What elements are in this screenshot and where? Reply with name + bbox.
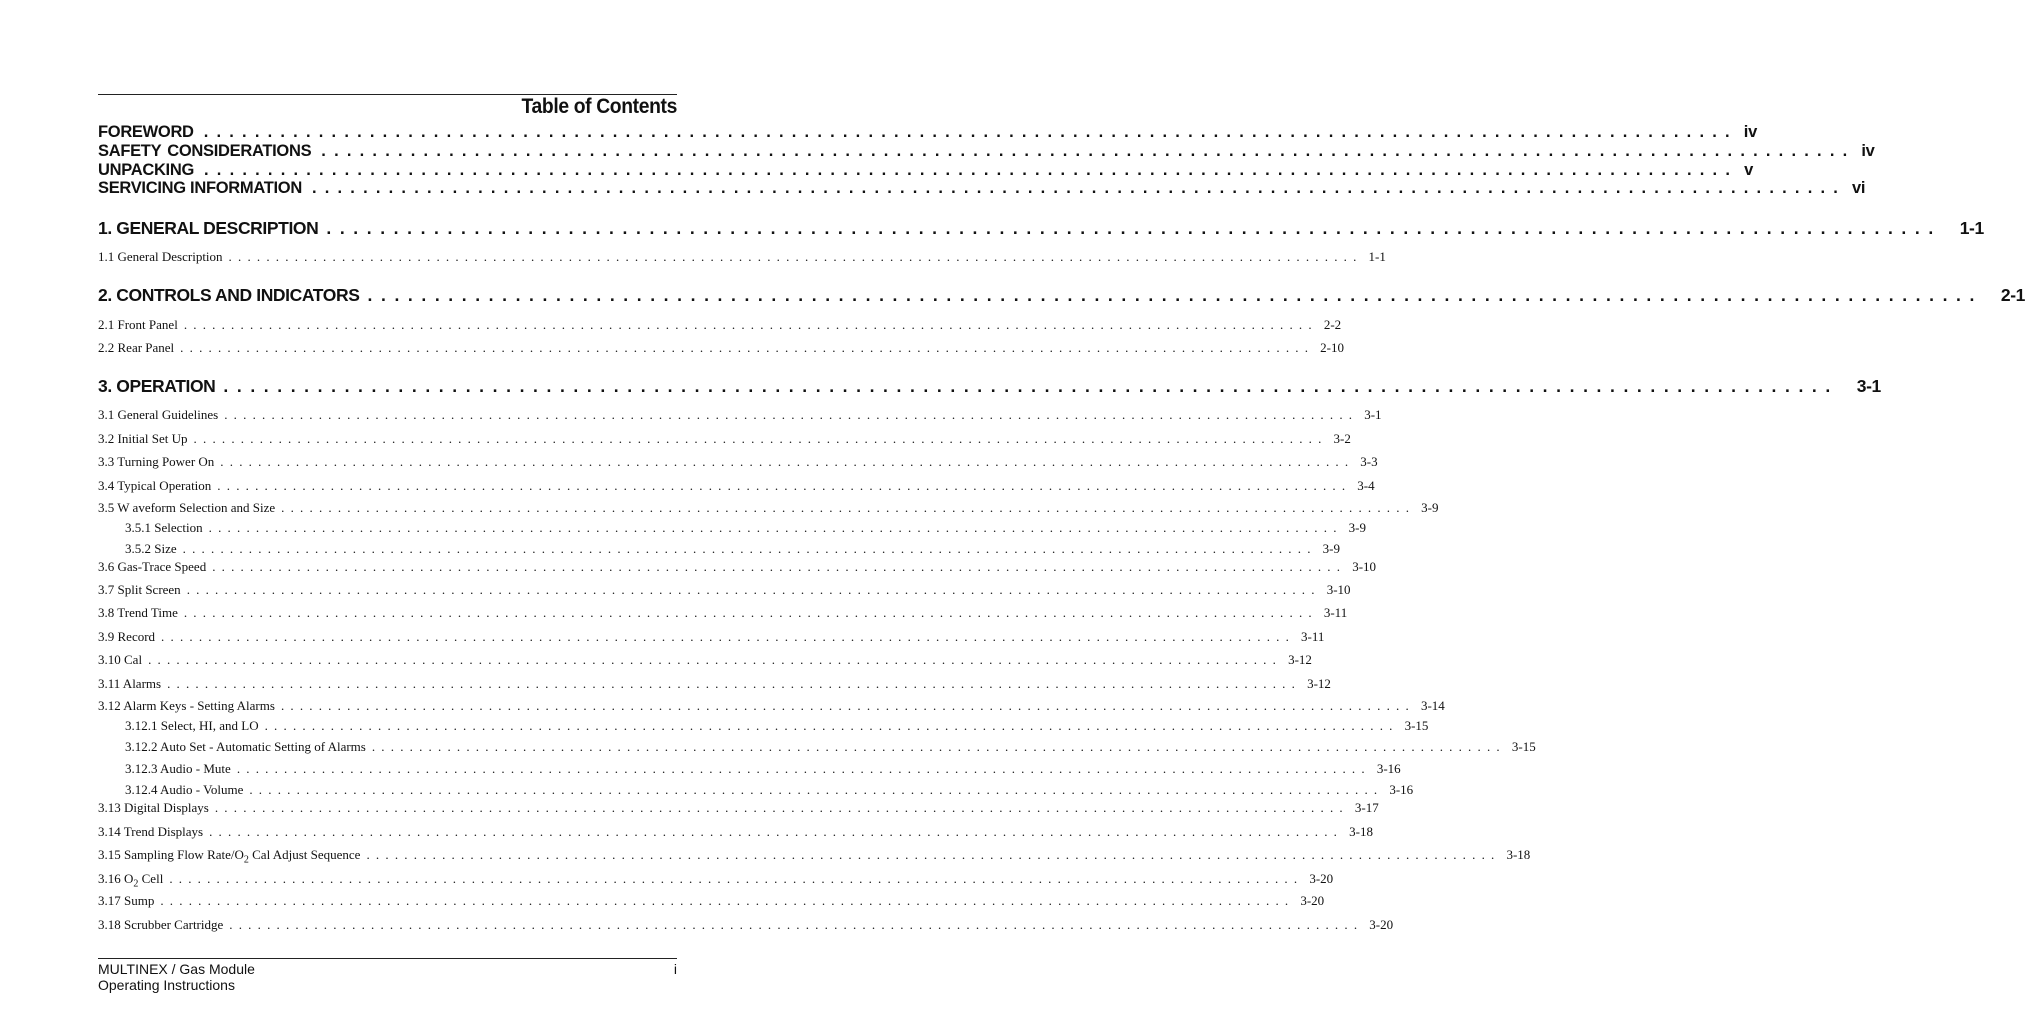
dot-leader: ........................................................................................................................	[209, 824, 1344, 839]
footer-document-subtitle: Operating Instructions	[98, 977, 235, 993]
toc-entry-label: 3.6 Gas-Trace Speed	[98, 559, 207, 574]
toc-entry[interactable]	[98, 847, 1531, 869]
toc-entry-label: UNPACKING	[98, 161, 194, 179]
toc-entry[interactable]	[98, 652, 1312, 668]
toc-entry-label: 3.9 Record	[98, 629, 156, 644]
dot-leader: ........................................................................................................................	[186, 582, 1321, 597]
dot-leader: ........................................................................................................................	[183, 317, 1318, 332]
toc-entry-page: 3-9	[1421, 500, 1439, 515]
dot-leader: ........................................................................................................................	[280, 698, 1415, 713]
toc-entry[interactable]	[98, 800, 1379, 816]
dot-leader: ........................................................................................................................	[167, 676, 1302, 691]
toc-entry-label: 3.14 Trend Displays	[98, 824, 204, 839]
dot-leader: ........................................................................................................................	[367, 285, 1983, 305]
toc-entry-page: 3-18	[1506, 847, 1531, 862]
toc-entry[interactable]	[98, 782, 1414, 798]
dot-leader: ........................................................................................................................	[169, 871, 1304, 886]
toc-entry-label: 3.1 General Guidelines	[98, 407, 219, 422]
toc-entry[interactable]	[98, 739, 1536, 755]
toc-section-page: 2-1	[2000, 285, 2025, 305]
toc-entry-label: 3.15 Sampling Flow Rate/$O_2$ Cal Adjust Sequence	[98, 847, 361, 866]
toc-entry-page: 3-20	[1300, 893, 1325, 908]
toc-entry-label: 2.2 Rear Panel	[98, 340, 175, 355]
toc-entry[interactable]	[98, 718, 1429, 734]
toc-entry-label: 3.2 Initial Set Up	[98, 431, 188, 446]
toc-entry-label: 1.1 General Description	[98, 249, 223, 264]
toc-entry-unpacking[interactable]	[98, 161, 1753, 180]
toc-entry-page: 3-11	[1323, 605, 1348, 620]
toc-entry[interactable]	[98, 871, 1334, 893]
toc-entry[interactable]	[98, 676, 1331, 692]
toc-section-3[interactable]	[98, 375, 1881, 397]
dot-leader: ........................................................................................................................	[208, 520, 1343, 535]
toc-entry[interactable]	[98, 520, 1366, 536]
toc-entry[interactable]	[98, 559, 1377, 575]
toc-entry-page: 1-1	[1368, 249, 1386, 264]
toc-entry[interactable]	[98, 340, 1345, 356]
toc-entry-page: 3-11	[1301, 629, 1325, 644]
dot-leader: ........................................................................................................................	[311, 179, 1847, 197]
toc-entry-servicing-information[interactable]	[98, 179, 1866, 198]
toc-entry[interactable]	[98, 500, 1439, 516]
toc-entry-label: 3.12.1 Select, HI, and LO	[125, 718, 259, 733]
dot-leader: ........................................................................................................................	[229, 917, 1364, 932]
toc-entry[interactable]	[98, 541, 1340, 557]
toc-entry-page: iv	[1861, 142, 1875, 160]
toc-section-label: 1. GENERAL DESCRIPTION	[98, 218, 319, 238]
toc-entry-page: 3-15	[1404, 718, 1429, 733]
toc-entry[interactable]	[98, 605, 1348, 621]
page-footer	[98, 961, 677, 993]
toc-entry[interactable]	[98, 249, 1386, 265]
toc-entry-label: 3.8 Trend Time	[98, 605, 178, 620]
toc-entry-label: 3.4 Typical Operation	[98, 478, 212, 493]
dot-leader: ........................................................................................................................	[193, 431, 1328, 446]
toc-entry-label: FOREWORD	[98, 123, 194, 141]
footer-document-title: MULTINEX / Gas Module	[98, 961, 255, 977]
dot-leader: ........................................................................................................................	[264, 718, 1399, 733]
toc-entry-label: 3.12 Alarm Keys - Setting Alarms	[98, 698, 275, 713]
toc-entry-page: 3-15	[1511, 739, 1536, 754]
toc-section-1[interactable]	[98, 217, 1984, 239]
page-title: Table of Contents	[521, 95, 677, 118]
toc-entry-page: 3-16	[1389, 782, 1414, 797]
toc-entry-label: 3.18 Scrubber Cartridge	[98, 917, 224, 932]
toc-entry-label: 3.5 W aveform Selection and Size	[98, 500, 276, 515]
toc-entry[interactable]	[98, 431, 1351, 447]
dot-leader: ........................................................................................................................	[161, 629, 1296, 644]
toc-entry-label: SAFETY CONSIDERATIONS	[98, 142, 312, 160]
dot-leader: ........................................................................................................................	[203, 123, 1738, 141]
dot-leader: ........................................................................................................................	[236, 761, 1371, 776]
dot-leader: ........................................................................................................................	[204, 161, 1739, 179]
toc-entry[interactable]	[98, 917, 1394, 933]
toc-entry-label: 3.16 $O_2$ Cell	[98, 871, 164, 890]
dot-leader: ........................................................................................................................	[183, 605, 1318, 620]
toc-entry-label: 3.12.3 Audio - Mute	[125, 761, 231, 776]
toc-entry-safety-considerations[interactable]	[98, 142, 1875, 161]
dot-leader: ........................................................................................................................	[366, 847, 1501, 862]
toc-entry-page: 3-12	[1288, 652, 1312, 667]
dot-leader: ........................................................................................................................	[249, 782, 1384, 797]
toc-entry[interactable]	[98, 454, 1378, 470]
dot-leader: ........................................................................................................................	[228, 249, 1363, 264]
toc-entry[interactable]	[98, 407, 1382, 423]
footer-rule	[98, 958, 677, 959]
toc-entry-page: 2-2	[1323, 317, 1342, 332]
dot-leader: ........................................................................................................................	[281, 500, 1416, 515]
toc-entry-page: 3-12	[1307, 676, 1331, 691]
toc-entry-label: SERVICING INFORMATION	[98, 179, 302, 197]
toc-entry-page: 3-9	[1322, 541, 1340, 556]
toc-entry-page: 3-2	[1333, 431, 1351, 446]
toc-entry-page: iv	[1743, 123, 1757, 141]
dot-leader: ........................................................................................................................	[212, 559, 1347, 574]
toc-entry-page: 3-4	[1357, 478, 1375, 493]
toc-section-page: 3-1	[1856, 376, 1881, 396]
dot-leader: ........................................................................................................................	[326, 218, 1942, 238]
dot-leader: ........................................................................................................................	[217, 478, 1352, 493]
dot-leader: ........................................................................................................................	[214, 800, 1349, 815]
toc-entry-foreword[interactable]	[98, 123, 1757, 142]
toc-entry-page: 3-9	[1348, 520, 1366, 535]
toc-section-label: 3. OPERATION	[98, 376, 216, 396]
dot-leader: ........................................................................................................................	[321, 142, 1856, 160]
toc-entry-label: 3.5.2 Size	[125, 541, 177, 556]
dot-leader: ........................................................................................................................	[148, 652, 1283, 667]
toc-entry-page: 3-3	[1360, 454, 1378, 469]
toc-entry-label: 3.3 Turning Power On	[98, 454, 215, 469]
toc-entry-label: 3.12.4 Audio - Volume	[125, 782, 244, 797]
toc-entry-page: 3-20	[1369, 917, 1394, 932]
toc-entry-page: 3-16	[1376, 761, 1401, 776]
toc-entry-page: 3-20	[1309, 871, 1334, 886]
toc-entry-label: 3.12.2 Auto Set - Automatic Setting of Alarms	[125, 739, 366, 754]
toc-entry[interactable]	[98, 698, 1445, 714]
toc-entry-label: 3.17 Sump	[98, 893, 155, 908]
toc-section-2[interactable]	[98, 284, 2025, 306]
toc-entry-label: 3.11 Alarms	[98, 676, 162, 691]
dot-leader: ........................................................................................................................	[180, 340, 1315, 355]
toc-entry-label: 3.13 Digital Displays	[98, 800, 209, 815]
dot-leader: ........................................................................................................................	[220, 454, 1355, 469]
toc-entry-page: 3-14	[1420, 698, 1445, 713]
dot-leader: ........................................................................................................................	[223, 376, 1839, 396]
toc-entry-page: 3-1	[1364, 407, 1382, 422]
toc-section-page: 1-1	[1959, 218, 1984, 238]
toc-entry-label: 3.7 Split Screen	[98, 582, 181, 597]
toc-entry-page: 3-17	[1354, 800, 1379, 815]
toc-entry-page: 2-10	[1320, 340, 1345, 355]
toc-entry-page: v	[1744, 161, 1753, 179]
toc-entry[interactable]	[98, 629, 1325, 645]
toc-entry-label: 3.10 Cal	[98, 652, 143, 667]
toc-entry[interactable]	[98, 582, 1351, 598]
toc-entry[interactable]	[98, 824, 1373, 840]
toc-section-label: 2. CONTROLS AND INDICATORS	[98, 285, 360, 305]
dot-leader: ........................................................................................................................	[182, 541, 1317, 556]
footer-page-number: i	[673, 961, 677, 977]
toc-entry-page: 3-10	[1352, 559, 1377, 574]
toc-entry[interactable]	[98, 317, 1342, 333]
toc-entry-page: 3-18	[1349, 824, 1373, 839]
dot-leader: ........................................................................................................................	[160, 893, 1295, 908]
toc-entry[interactable]	[98, 761, 1401, 777]
dot-leader: ........................................................................................................................	[371, 739, 1506, 754]
toc-entry-label: 3.5.1 Selection	[125, 520, 203, 535]
dot-leader: ........................................................................................................................	[224, 407, 1359, 422]
toc-entry[interactable]	[98, 893, 1325, 909]
toc-entry[interactable]	[98, 478, 1375, 494]
toc-entry-page: vi	[1852, 179, 1866, 197]
toc-entry-label: 2.1 Front Panel	[98, 317, 178, 332]
toc-entry-page: 3-10	[1326, 582, 1351, 597]
